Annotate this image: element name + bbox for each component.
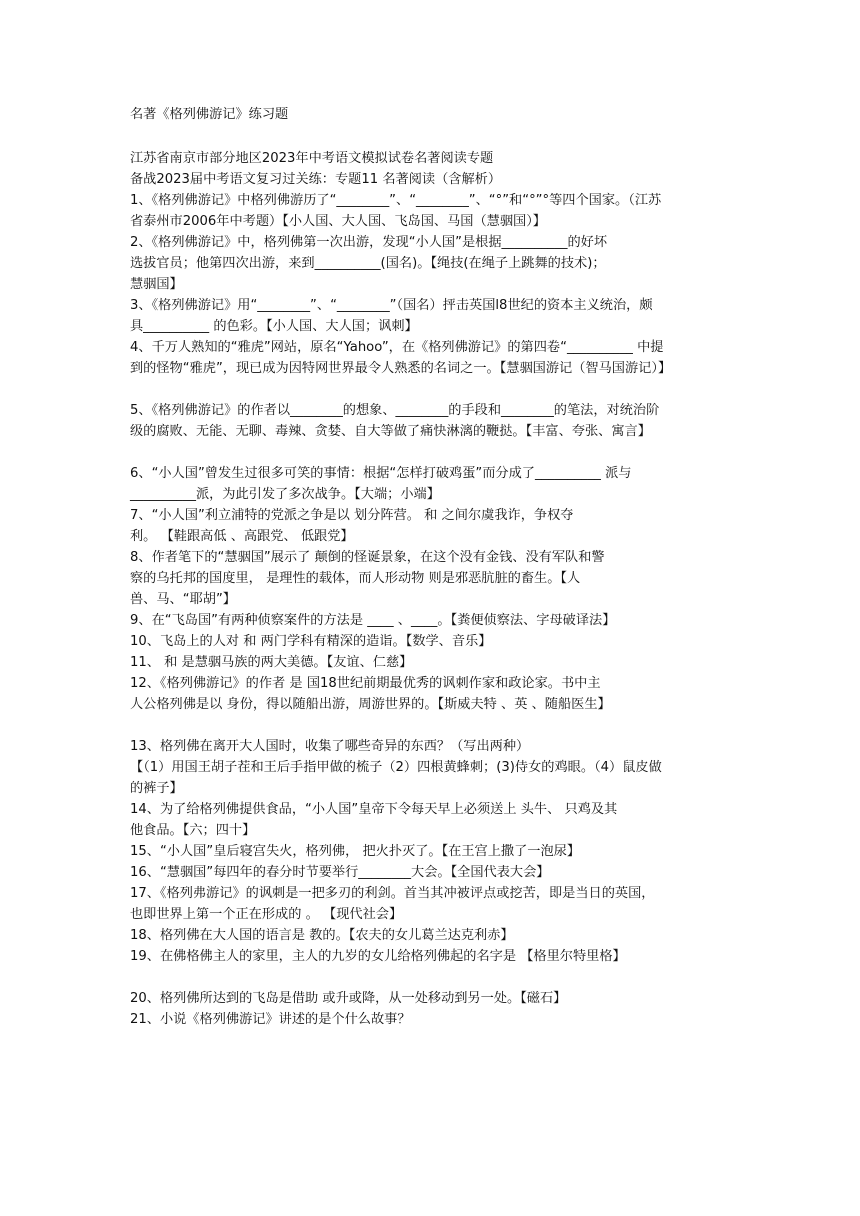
question-8-line-2: 察的乌托邦的国度里， 是理性的载体，而人形动物 则是邪恶肮脏的畜生。【人 [130, 571, 581, 586]
question-10: 10、飞岛上的人对 和 两门学科有精深的造诣。【数学、音乐】 [130, 634, 492, 649]
spacer [130, 125, 732, 148]
question-7-line-1: 7、“小人国”利立浦特的党派之争是以 划分阵营。 和 之间尔虞我诈，争权夺 [130, 508, 574, 523]
question-19: 19、在佛格佛主人的家里，主人的九岁的女儿给格列佛起的名字是 【格里尔特里格】 [130, 949, 626, 964]
question-17-line-2: 也即世界上第一个正在形成的 。 【现代社会】 [130, 907, 403, 922]
question-4-line-2: 到的怪物“雅虎”，现已成为因特网世界最令人熟悉的名词之一。【慧骃国游记（智马国游记）】 [130, 361, 672, 376]
question-1-line-2: 省泰州市2006年中考题）【小人国、大人国、飞岛国、马国（慧骃国）】 [130, 214, 546, 229]
question-12-line-2: 人公格列佛是以 身份，得以随船出游，周游世界的。【斯威夫特 、英 、随船医生】 [130, 697, 611, 712]
question-14-line-2: 他食品。【六；四十】 [130, 823, 256, 838]
question-11: 11、 和 是慧骃马族的两大美德。【友谊、仁慈】 [130, 655, 413, 670]
question-16: 16、“慧骃国”每四年的春分时节要举行________大会。【全国代表大会】 [130, 865, 550, 880]
question-20: 20、格列佛所达到的飞岛是借助 或升或降，从一处移动到另一处。【磁石】 [130, 991, 567, 1006]
source-line-2: 备战2023届中考语文复习过关练：专题11 名著阅读（含解析） [130, 172, 502, 187]
spacer [130, 379, 732, 400]
question-17-line-1: 17、《格列弗游记》的讽刺是一把多刃的利剑。首当其冲被评点或挖苦，即是当日的英国， [130, 886, 655, 901]
question-21: 21、小说《格列佛游记》讲述的是个什么故事？ [130, 1012, 411, 1027]
question-6-line-2: __________派，为此引发了多次战争。【大端；小端】 [130, 487, 440, 502]
question-9: 9、在“飞岛国”有两种侦察案件的方法是 ____ 、____。【粪便侦察法、字母破译法】 [130, 613, 616, 628]
question-2-line-3: 慧骃国】 [130, 277, 183, 292]
source-line-1: 江苏省南京市部分地区2023年中考语文模拟试卷名著阅读专题 [130, 151, 494, 166]
question-12-line-1: 12、《格列佛游记》的作者 是 国18世纪前期最优秀的讽刺作家和政论家。书中主 [130, 676, 601, 691]
question-2-line-2: 选拔官员；他第四次出游，来到__________(国名)。【绳技(在绳子上跳舞的技术)； [130, 256, 606, 271]
spacer [130, 715, 732, 736]
document-title: 名著《格列佛游记》练习题 [130, 107, 289, 122]
question-7-line-2: 利。 【鞋跟高低 、高跟党、 低跟党】 [130, 529, 354, 544]
question-1-line-1: 1、《格列佛游记》中格列佛游历了“________”、“________”、“°”和“°”°等四个国家。（江苏 [130, 193, 662, 208]
question-6-line-1: 6、“小人国”曾发生过很多可笑的事情：根据“怎样打破鸡蛋”而分成了__________ 派与 [130, 466, 632, 481]
spacer [130, 967, 732, 988]
question-5-line-2: 级的腐败、无能、无聊、毒辣、贪婪、自大等做了痛快淋漓的鞭挞。【丰富、夸张、寓言】 [130, 424, 651, 439]
question-13-line-2: 【（1）用国王胡子茬和王后手指甲做的梳子（2）四根黄蜂刺；(3)侍女的鸡眼。（4）鼠皮做 [130, 760, 662, 775]
question-4-line-1: 4、千万人熟知的“雅虎”网站，原名“Yahoo”，在《格列佛游记》的第四卷“__________ 中提 [130, 340, 664, 355]
question-15: 15、“小人国”皇后寝宫失火，格列佛， 把火扑灭了。【在王宫上撒了一泡尿】 [130, 844, 581, 859]
question-2-line-1: 2、《格列佛游记》中，格列佛第一次出游，发现“小人国”是根据__________的好坏 [130, 235, 608, 250]
spacer [130, 442, 732, 463]
question-3-line-1: 3、《格列佛游记》用“________”、“________”（国名）抨击英国l8世纪的资本主义统治，颇 [130, 298, 653, 313]
question-8-line-3: 兽、马、“耶胡”】 [130, 592, 236, 607]
question-13-line-1: 13、格列佛在离开大人国时，收集了哪些奇异的东西？（写出两种） [130, 739, 530, 754]
question-14-line-1: 14、为了给格列佛提供食品，“小人国”皇帝下令每天早上必须送上 头牛、 只鸡及其 [130, 802, 618, 817]
document-page [130, 104, 732, 1030]
question-3-line-2: 具__________ 的色彩。【小人国、大人国；讽刺】 [130, 319, 418, 334]
question-13-line-3: 的裤子】 [130, 781, 183, 796]
question-8-line-1: 8、作者笔下的“慧骃国”展示了 颠倒的怪诞景象，在这个没有金钱、没有军队和警 [130, 550, 605, 565]
question-18: 18、格列佛在大人国的语言是 教的。【农夫的女儿葛兰达克利赤】 [130, 928, 514, 943]
question-5-line-1: 5、《格列佛游记》的作者以________的想象、________的手段和________的笔法，对统治阶 [130, 403, 660, 418]
